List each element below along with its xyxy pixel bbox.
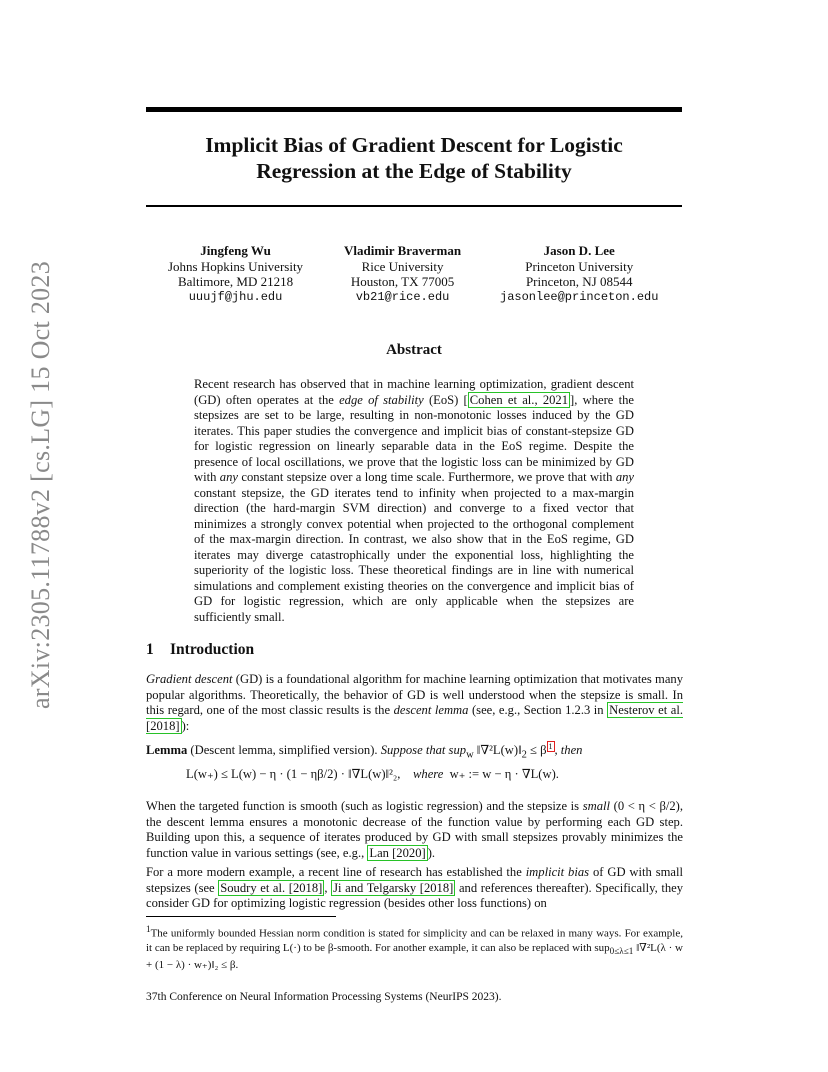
author-address: Houston, TX 77005 [350,274,455,289]
author-address: Baltimore, MD 21218 [177,274,294,289]
abstract-body: Recent research has observed that in machine learning optimization, gradient descent (GD) often operates at the edge of stability (EoS) [ Cohen et al., 2021 ], where the stepsizes are set to be large, resulting in non-monotonic losses induced by the GD iterates. This paper studies the convergence and implicit bias of constant-stepsize GD for logistic regression on linearly separable data in the EoS regime. Despite the presence of local oscillations, we prove that the logistic loss can be minimized by GD with any constant stepsize over a long time scale. Furthermore, we prove that with any constant stepsize, the GD iterates tend to infinity when projected to a max-margin direction (the hard-margin SVM direction) and converge to a fixed vector that minimizes a strongly convex potential when projected to the orthogonal complement of the max-margin direction. In contrast, we also show that in the EoS regime, GD iterates may diverge catastrophically under the exponential loss, highlighting the superiority of the logistic loss. These theoretical findings are in line with numerical simulations and complement existing theories on the convergence and implicit bias of GD for logistic regression, which are only applicable when the stepsizes are sufficiently small. [194,377,634,624]
author-address: Princeton, NJ 08544 [525,274,633,289]
footnote: $^1$The uniformly bounded Hessian norm condition is stated for simplicity and can be relaxed in many ways. For example, it can be replaced by requiring L(·) to be β-smooth. For another example, it can also be replaced with sup$_{0\le\lambda\le 1}$ ‖∇²L(λ · w + (1 − λ) · w₊)‖₂ ≤ β. [146,924,683,971]
implicit-bias-paragraph: For a more modern example, a recent line of research has established the implicit bias of GD with small stepsizes (see Soudry et al. [2018] , Ji and Telgarsky [2018] and references thereafter). Specifically, they consider GD for optimizing logistic regression (besides other loss functions) on [146,865,684,910]
citation-link[interactable]: Ji and Telgarsky [2018] [333,880,454,895]
author-2 [344,243,461,305]
author-name: Jason D. Lee [543,243,615,258]
citation-link[interactable]: Soudry et al. [2018] [220,880,323,895]
intro-paragraph: Gradient descent (GD) is a foundational algorithm for machine learning optimization that motivates many popular algorithms. Theoretically, the behavior of GD is well understood when the stepsize is small. In this regard, one of the most classic results is the descent lemma (see, e.g., Section 1.2.3 in Nesterov et al. [2018] ): [146,672,684,733]
citation-link[interactable]: Cohen et al., 2021 [469,392,569,407]
citation-link[interactable]: Lan [2020] [369,845,426,860]
title-line-1: Implicit Bias of Gradient Descent for Logistic [205,133,623,157]
paper-title [146,132,682,184]
section-number: 1 [146,641,154,658]
author-affiliation: Rice University [361,258,444,274]
section-title: Introduction [170,641,255,658]
author-email[interactable]: uuujf@jhu.edu [188,289,283,304]
citation-link[interactable]: Nesterov et al. [2018] [146,703,683,733]
author-affiliation: Johns Hopkins University [168,258,304,274]
arxiv-id: arXiv:2305.11788v2 [cs.LG] 15 Oct 2023 [26,260,55,710]
author-name: Jingfeng Wu [200,243,271,258]
section-heading [146,641,254,659]
author-affiliation: Princeton University [525,258,634,274]
footnote-link[interactable]: 1 [548,742,553,751]
title-top-rule [146,107,682,112]
lemma-statement: Lemma (Descent lemma, simplified version). Suppose that sup$_w$ $‖\nabla^2L(w)‖_2 \le \beta$ $^1$ , then [146,742,583,761]
footnote-rule [146,916,336,917]
title-bottom-rule [146,205,682,207]
author-name: Vladimir Braverman [344,243,462,258]
title-line-2: Regression at the Edge of Stability [256,159,572,183]
author-email[interactable]: jasonlee@princeton.edu [500,289,659,304]
author-email[interactable]: vb21@rice.edu [355,289,450,304]
arxiv-sidebar-stamp [24,260,58,710]
smoothness-paragraph: When the targeted function is smooth (such as logistic regression) and the stepsize is small (0 < η < β/2), the descent lemma ensures a monotonic decrease of the function value by performing each GD step. Building upon this, a sequence of iterates produced by GD with small stepsizes provably minimizes the function value in various settings (see, e.g., Lan [2020] ). [146,799,683,860]
conference-note: 37th Conference on Neural Information Processing Systems (NeurIPS 2023). [146,991,502,1003]
abstract-heading: Abstract [386,342,442,358]
author-3 [500,243,658,305]
descent-equation: L(w₊) ≤ L(w) − η · (1 − ηβ/2) · ‖∇L(w)‖²₂, where w₊ := w − η · ∇L(w). [186,767,559,781]
author-1 [168,243,303,305]
